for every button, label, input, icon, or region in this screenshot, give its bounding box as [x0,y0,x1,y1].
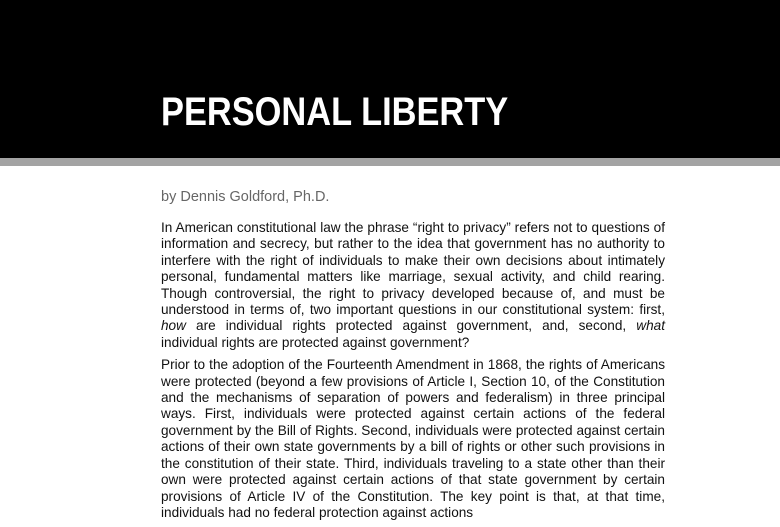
text-run: In American constitutional law the phrase “right to privacy” refers not to questions of information and secrecy, but rather to the idea that government has no authority to interfere with the right of individuals to make their own decisions about intimately personal, fundamental matters like marriage, sexual activity, and child rearing. Though controversial, the right to privacy developed because of, and must be understood in terms of, two important questions in our constitutional system: first, [161,220,665,318]
article-body [161,220,665,527]
text-run: Prior to the adoption of the Fourteenth Amendment in 1868, the rights of Americans were protected (beyond a few provisions of Article I, Section 10, of the Constitution and the mechanisms of separation of powers and federalism) in three principal ways. First, individuals were protected against certain actions of the federal government by the Bill of Rights. Second, individuals were protected against certain actions of their own state governments by a bill of rights or other such provisions in the constitution of their state. Third, individuals traveling to a state other than their own were protected against certain actions of that state government by certain provisions of Article IV of the Constitution. The key point is that, at that time, individuals had no federal protection against actions [161,357,665,520]
text-run: are individual rights protected against government, and, second, [185,318,637,334]
page-title: PERSONAL LIBERTY [161,90,509,134]
header-divider [0,158,780,166]
italic-run: what [636,318,665,334]
body-paragraph [161,220,665,351]
body-paragraph [161,357,665,521]
italic-run: how [161,318,186,334]
author-byline: by Dennis Goldford, Ph.D. [161,189,330,205]
text-run: individual rights are protected against government? [161,334,470,350]
